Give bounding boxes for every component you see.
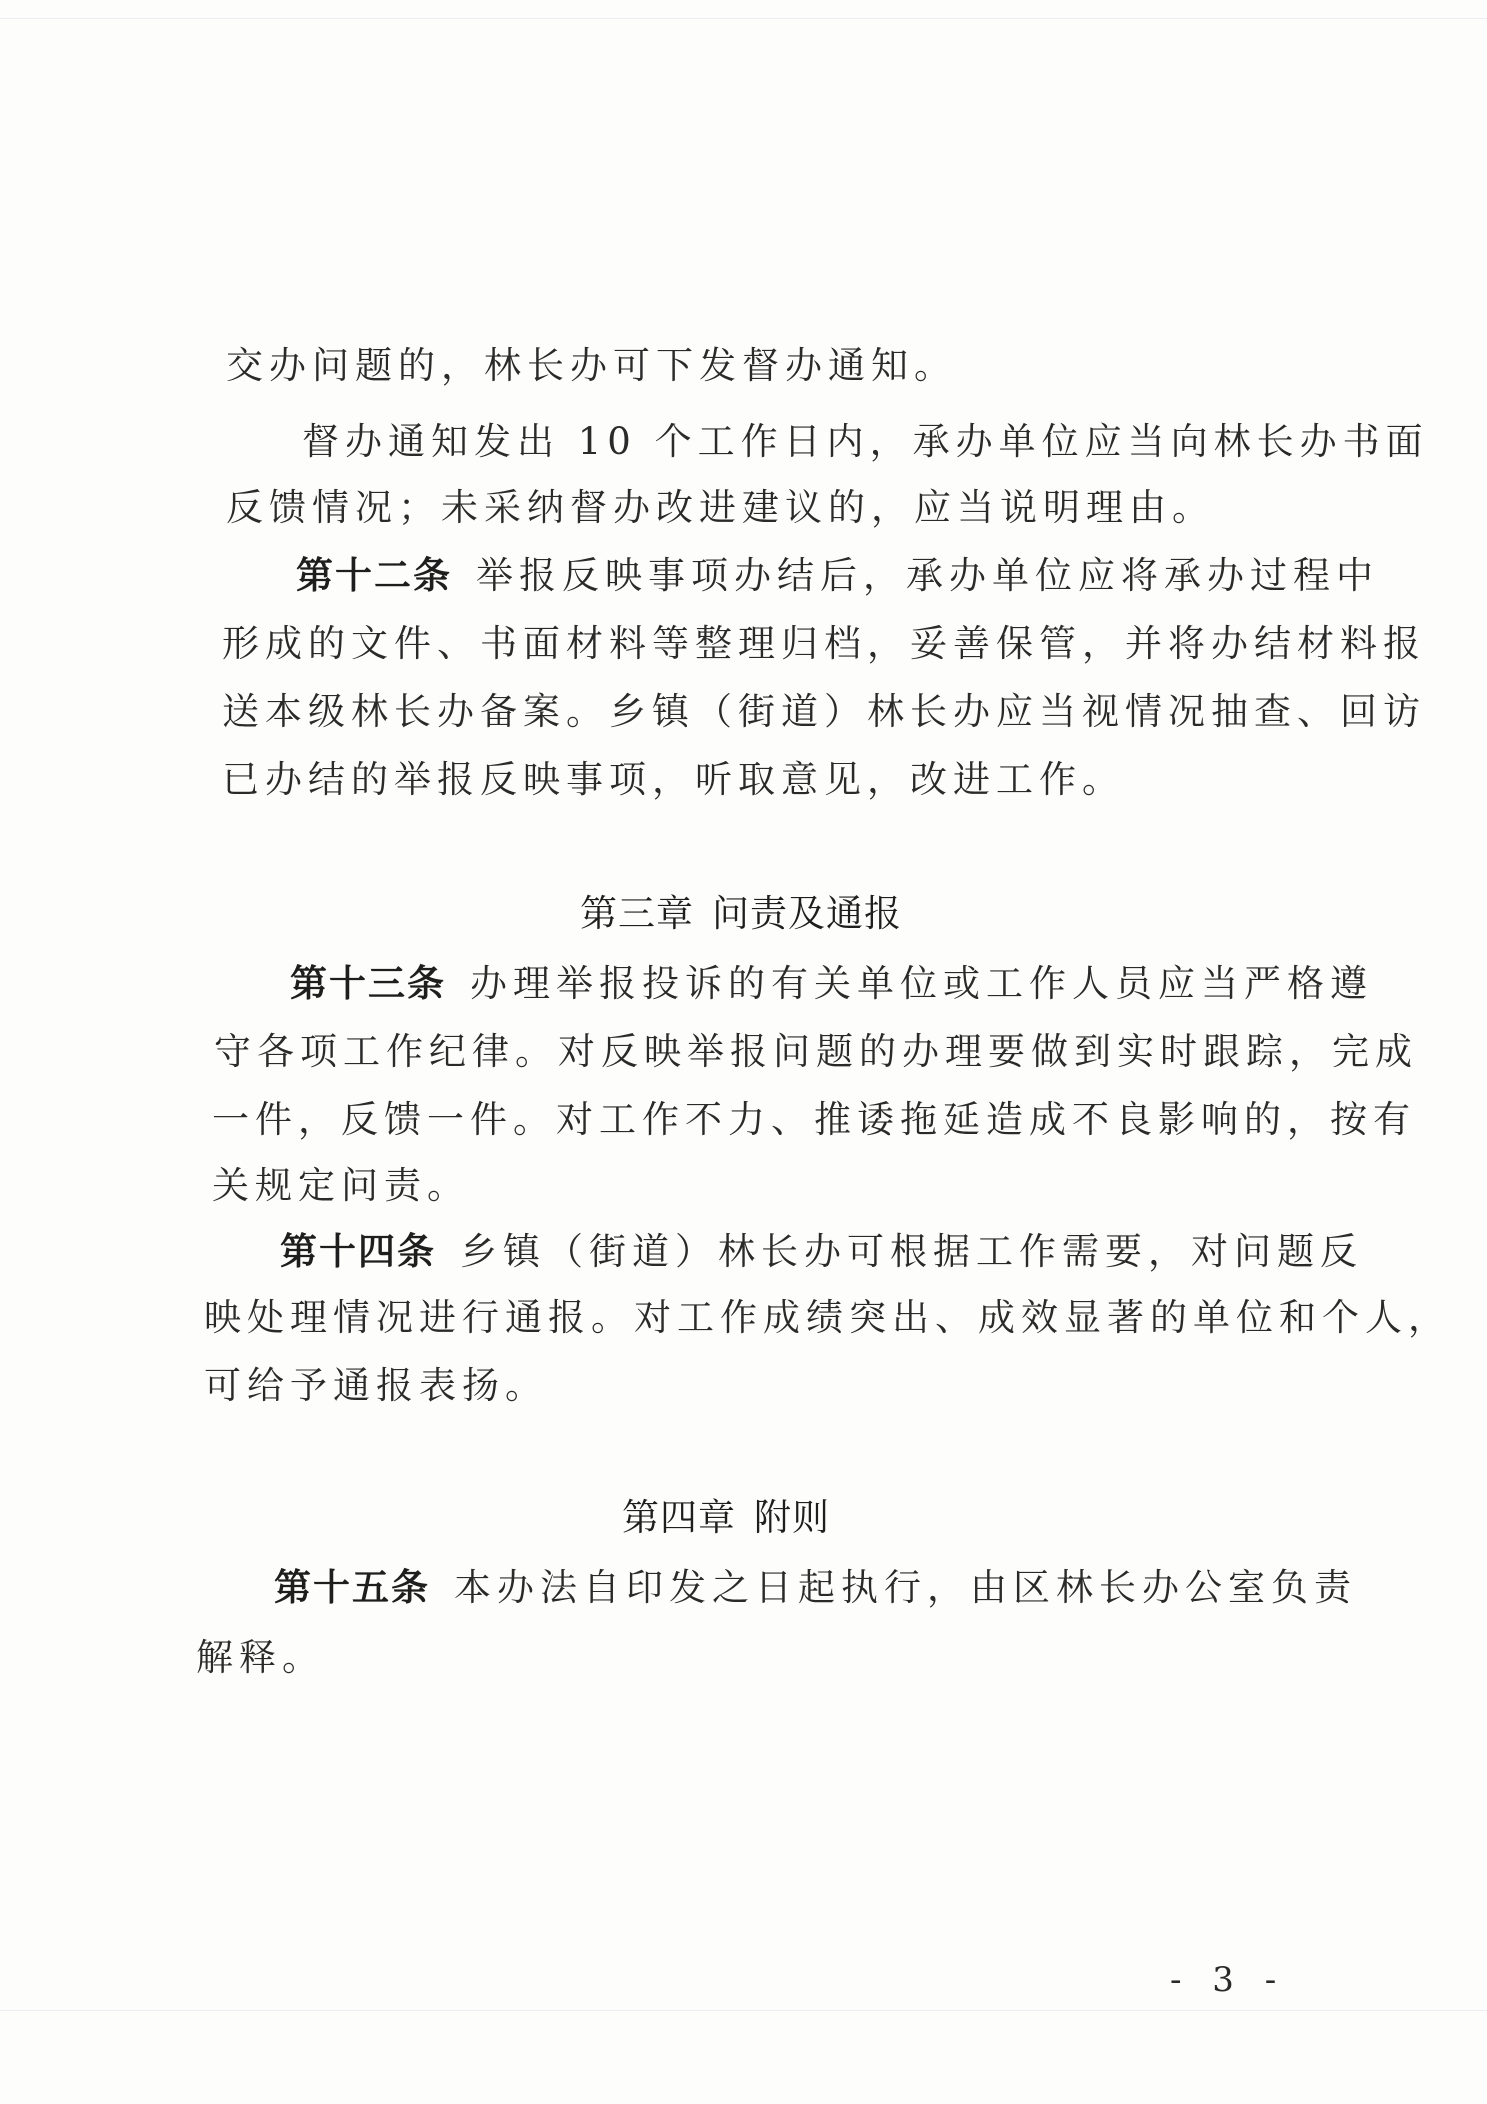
- scan-edge-line: [0, 2010, 1487, 2011]
- paragraph-line: 已办结的举报反映事项，听取意见，改进工作。: [222, 758, 1125, 801]
- chapter-heading: [580, 890, 902, 938]
- paragraph-text: 举报反映事项办结后，承办单位应将承办过程中: [476, 554, 1379, 597]
- paragraph-line: 反馈情况；未采纳督办改进建议的，应当说明理由。: [226, 486, 1215, 529]
- article-number: 第十四条: [280, 1230, 436, 1273]
- page-number: - 3 -: [1170, 1960, 1287, 2000]
- paragraph-line: 督办通知发出 10 个工作日内，承办单位应当向林长办书面: [302, 420, 1429, 463]
- paragraph-line: 关规定问责。: [212, 1164, 470, 1207]
- chapter-heading: [622, 1494, 830, 1542]
- paragraph-line: 交办问题的，林长办可下发督办通知。: [226, 344, 957, 387]
- article-number: 第十三条: [290, 962, 446, 1005]
- paragraph-line: 一件，反馈一件。对工作不力、推诿拖延造成不良影响的，按有: [212, 1098, 1416, 1141]
- paragraph-line: 形成的文件、书面材料等整理归档，妥善保管，并将办结材料报: [222, 622, 1426, 665]
- chapter-title: 问责及通报: [712, 892, 902, 935]
- paragraph-line: 守各项工作纪律。对反映举报问题的办理要做到实时跟踪，完成: [214, 1030, 1418, 1073]
- paragraph-line: 可给予通报表扬。: [204, 1364, 548, 1407]
- article-twelve-first-line: [296, 552, 1379, 600]
- chapter-title: 附则: [754, 1496, 830, 1539]
- paragraph-text: 办理举报投诉的有关单位或工作人员应当严格遵: [470, 962, 1373, 1005]
- article-fourteen-first-line: [280, 1228, 1363, 1276]
- paragraph-text: 本办法自印发之日起执行，由区林长办公室负责: [454, 1566, 1357, 1609]
- paragraph-line: 送本级林长办备案。乡镇（街道）林长办应当视情况抽查、回访: [222, 690, 1426, 733]
- paragraph-line: 解释。: [196, 1636, 325, 1679]
- paragraph-line: 映处理情况进行通报。对工作成绩突出、成效显著的单位和个人，: [204, 1296, 1451, 1339]
- article-number: 第十二条: [296, 554, 452, 597]
- scan-edge-line: [0, 18, 1487, 19]
- article-number: 第十五条: [274, 1566, 430, 1609]
- chapter-number: 第三章: [580, 892, 694, 935]
- chapter-number: 第四章: [622, 1496, 736, 1539]
- paragraph-text: 乡镇（街道）林长办可根据工作需要，对问题反: [460, 1230, 1363, 1273]
- article-fifteen-first-line: [274, 1564, 1357, 1612]
- article-thirteen-first-line: [290, 960, 1373, 1008]
